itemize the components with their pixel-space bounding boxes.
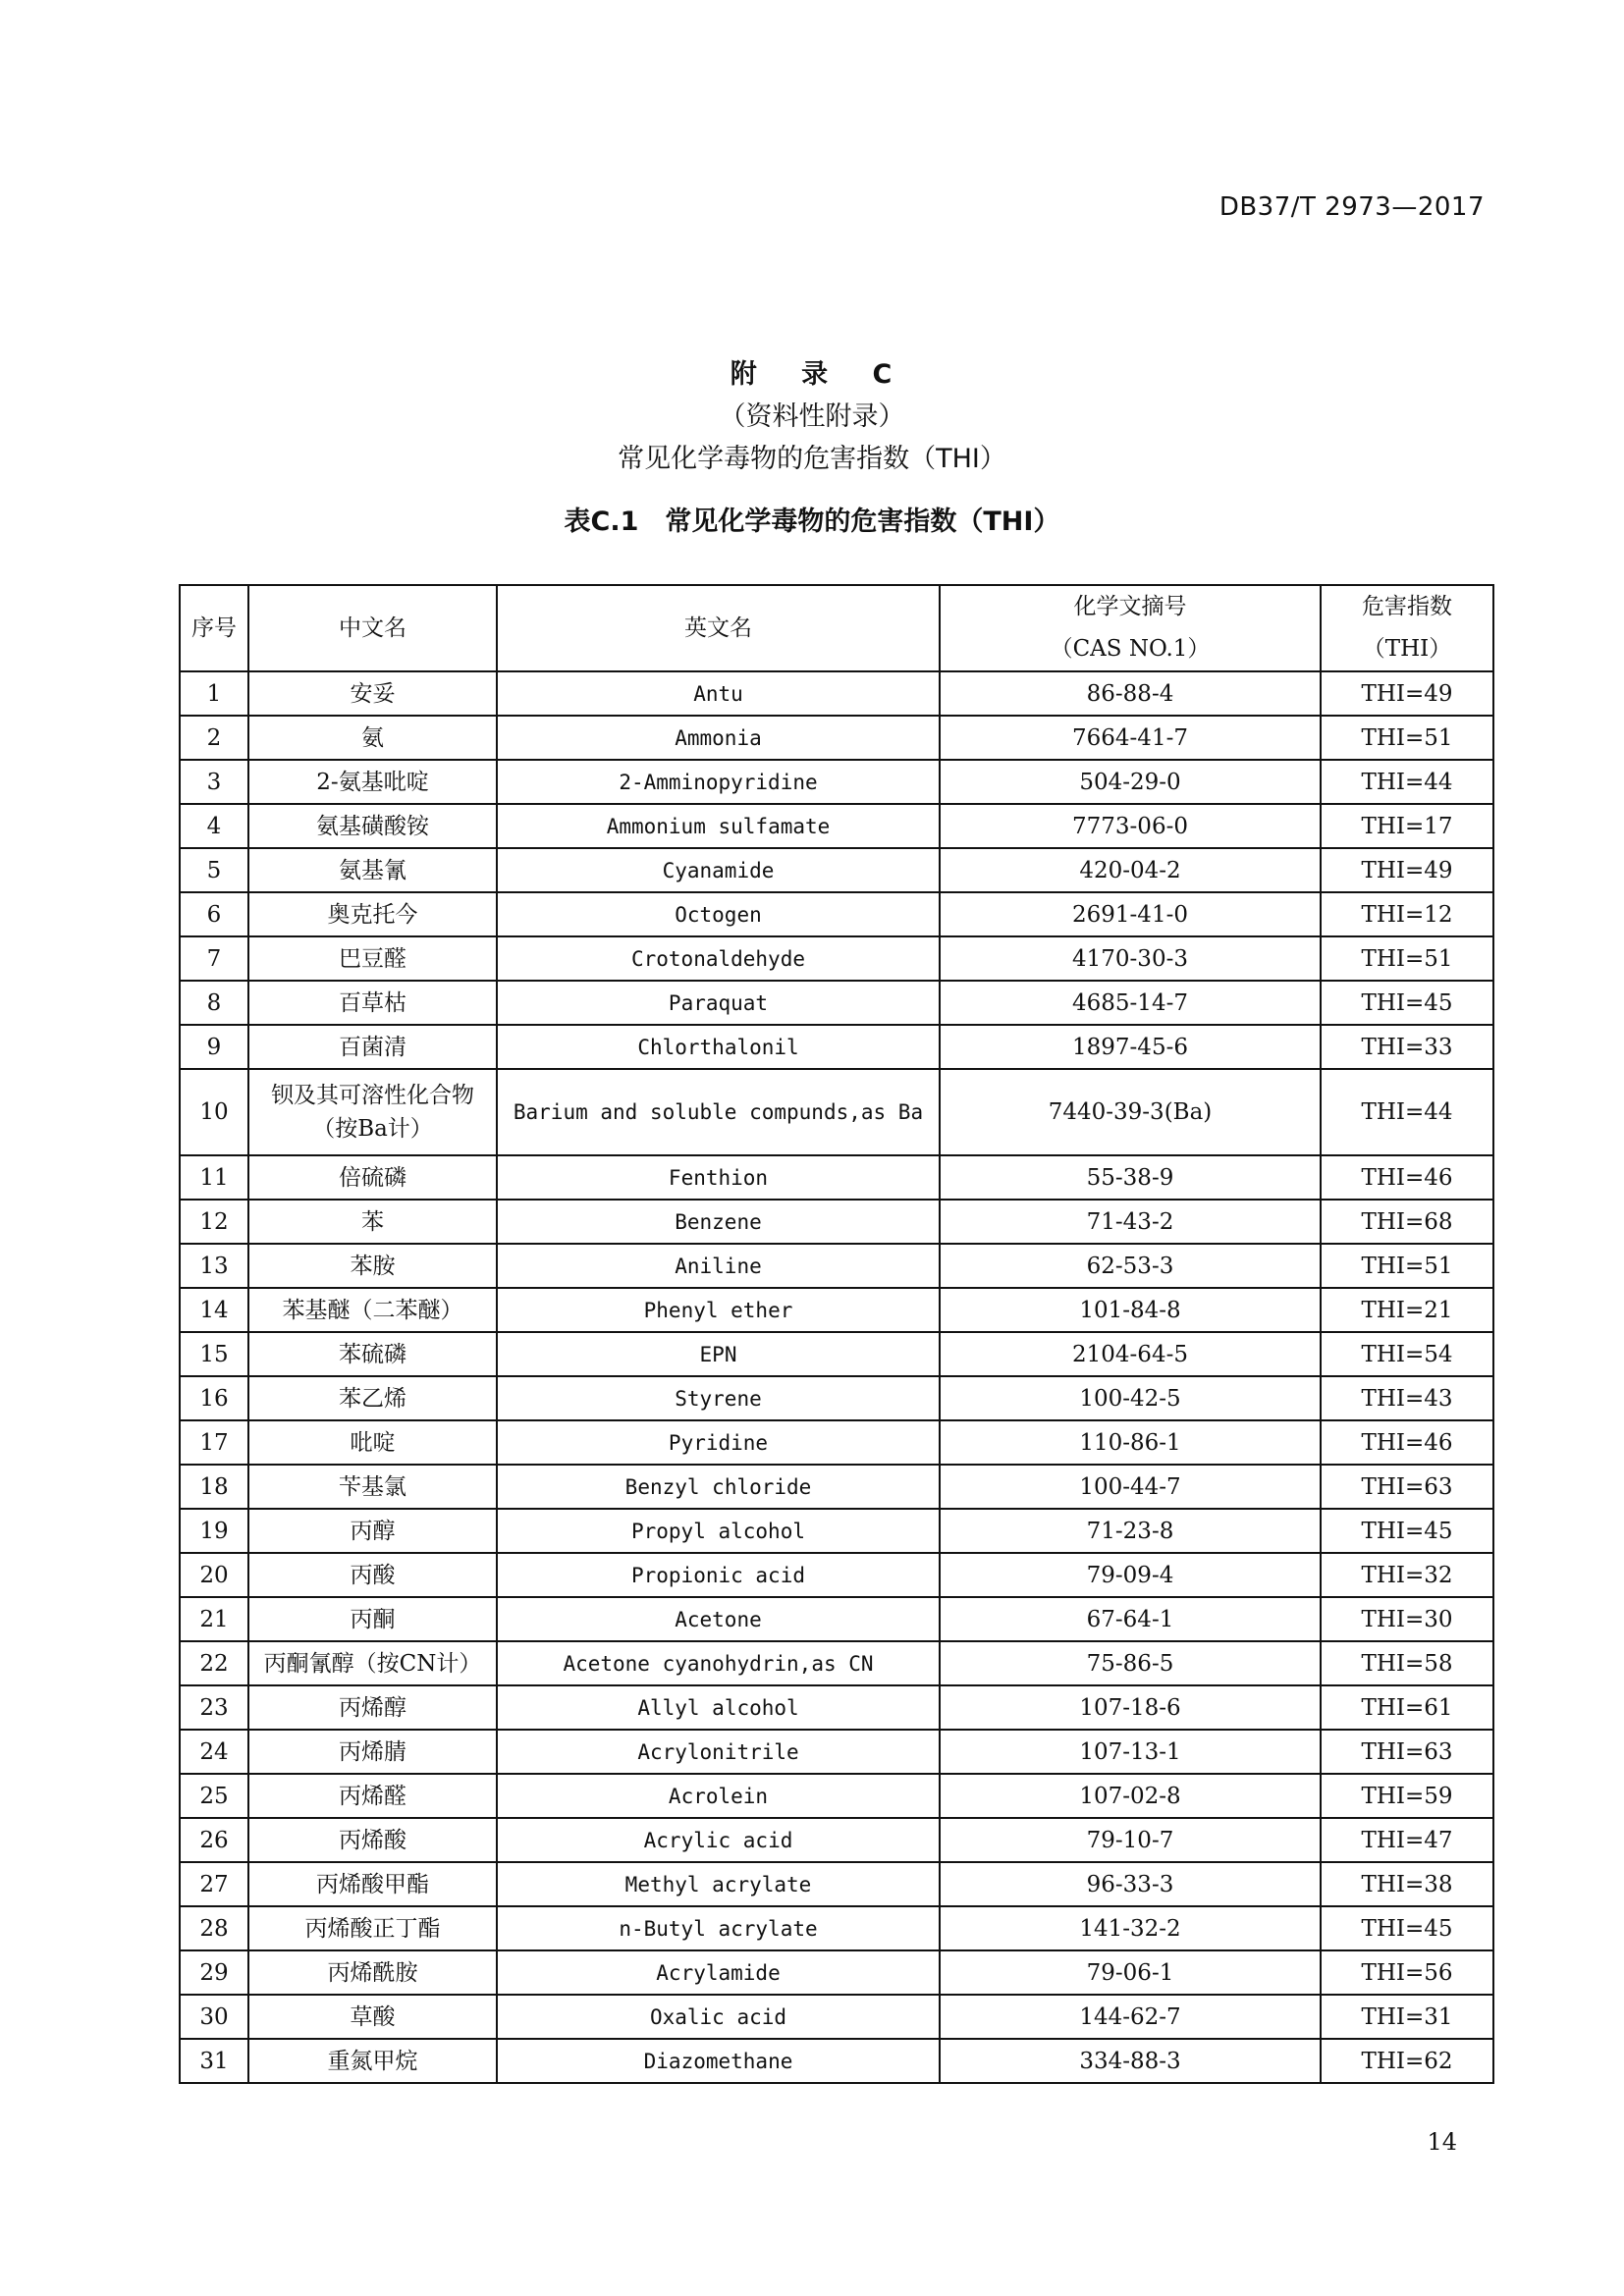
table-row	[180, 2039, 1493, 2083]
row-english-name: Aniline	[497, 1244, 940, 1288]
row-english-name: Methyl acrylate	[497, 1862, 940, 1906]
row-chinese-name: 2-氨基吡啶	[248, 760, 497, 804]
row-index: 19	[180, 1509, 248, 1553]
row-thi-value: THI=31	[1321, 1995, 1493, 2039]
row-cas-number: 144-62-7	[940, 1995, 1321, 2039]
table-row	[180, 1818, 1493, 1862]
row-thi-value: THI=43	[1321, 1376, 1493, 1420]
row-chinese-name: 丙醇	[248, 1509, 497, 1553]
row-index: 25	[180, 1774, 248, 1818]
row-cas-number: 101-84-8	[940, 1288, 1321, 1332]
row-english-name: Acrolein	[497, 1774, 940, 1818]
row-chinese-name: 苯	[248, 1200, 497, 1244]
table-row	[180, 1995, 1493, 2039]
row-index: 6	[180, 892, 248, 936]
table-row	[180, 848, 1493, 892]
row-english-name: Diazomethane	[497, 2039, 940, 2083]
table-row	[180, 1332, 1493, 1376]
table-row	[180, 1950, 1493, 1995]
row-chinese-name: 氨基磺酸铵	[248, 804, 497, 848]
table-row	[180, 716, 1493, 760]
header-thi	[1321, 585, 1493, 671]
row-cas-number: 62-53-3	[940, 1244, 1321, 1288]
row-index: 29	[180, 1950, 248, 1995]
appendix-subtitle: （资料性附录）	[719, 401, 905, 432]
row-english-name: Allyl alcohol	[497, 1685, 940, 1730]
header-cas-number	[940, 585, 1321, 671]
header-chinese-name: 中文名	[248, 585, 497, 671]
row-chinese-name: 巴豆醛	[248, 936, 497, 981]
row-english-name: Pyridine	[497, 1420, 940, 1465]
row-cas-number: 71-43-2	[940, 1200, 1321, 1244]
row-english-name: Antu	[497, 671, 940, 716]
row-thi-value: THI=45	[1321, 1509, 1493, 1553]
row-thi-value: THI=45	[1321, 1906, 1493, 1950]
header-thi-sub: （THI）	[1362, 636, 1452, 662]
table-row	[180, 760, 1493, 804]
row-index: 3	[180, 760, 248, 804]
row-thi-value: THI=46	[1321, 1420, 1493, 1465]
page-number: 14	[1427, 2128, 1457, 2156]
row-cas-number: 4170-30-3	[940, 936, 1321, 981]
row-chinese-name: 丙酸	[248, 1553, 497, 1597]
row-english-name: Chlorthalonil	[497, 1025, 940, 1069]
table-row	[180, 892, 1493, 936]
row-chinese-name: 苯乙烯	[248, 1376, 497, 1420]
row-english-name: Ammonia	[497, 716, 940, 760]
row-thi-value: THI=62	[1321, 2039, 1493, 2083]
row-cas-number: 110-86-1	[940, 1420, 1321, 1465]
table-row	[180, 1730, 1493, 1774]
row-english-name: Crotonaldehyde	[497, 936, 940, 981]
row-english-name: Phenyl ether	[497, 1288, 940, 1332]
row-cas-number: 420-04-2	[940, 848, 1321, 892]
table-row	[180, 1244, 1493, 1288]
row-thi-value: THI=46	[1321, 1155, 1493, 1200]
row-thi-value: THI=51	[1321, 936, 1493, 981]
row-cas-number: 334-88-3	[940, 2039, 1321, 2083]
row-thi-value: THI=61	[1321, 1685, 1493, 1730]
row-index: 28	[180, 1906, 248, 1950]
row-thi-value: THI=54	[1321, 1332, 1493, 1376]
row-english-name: Octogen	[497, 892, 940, 936]
row-cas-number: 2691-41-0	[940, 892, 1321, 936]
row-index: 20	[180, 1553, 248, 1597]
row-chinese-name: 倍硫磷	[248, 1155, 497, 1200]
row-chinese-name: 苯硫磷	[248, 1332, 497, 1376]
row-thi-value: THI=12	[1321, 892, 1493, 936]
row-cas-number: 107-13-1	[940, 1730, 1321, 1774]
row-thi-value: THI=44	[1321, 1069, 1493, 1155]
row-chinese-name: 重氮甲烷	[248, 2039, 497, 2083]
row-cas-number: 71-23-8	[940, 1509, 1321, 1553]
row-chinese-name: 丙烯醛	[248, 1774, 497, 1818]
header-cas-sub: （CAS NO.1）	[1050, 636, 1211, 662]
row-thi-value: THI=33	[1321, 1025, 1493, 1069]
row-english-name: Acrylamide	[497, 1950, 940, 1995]
row-cas-number: 2104-64-5	[940, 1332, 1321, 1376]
row-cas-number: 7773-06-0	[940, 804, 1321, 848]
row-chinese-name: 丙烯酸正丁酯	[248, 1906, 497, 1950]
row-chinese-name: 奥克托今	[248, 892, 497, 936]
row-english-name: Acetone	[497, 1597, 940, 1641]
row-cas-number: 7664-41-7	[940, 716, 1321, 760]
row-index: 7	[180, 936, 248, 981]
row-cas-number: 86-88-4	[940, 671, 1321, 716]
table-row	[180, 1641, 1493, 1685]
row-index: 30	[180, 1995, 248, 2039]
row-index: 23	[180, 1685, 248, 1730]
row-cas-number: 96-33-3	[940, 1862, 1321, 1906]
row-cas-number: 100-44-7	[940, 1465, 1321, 1509]
header-english-name: 英文名	[497, 585, 940, 671]
thi-table	[179, 584, 1494, 2084]
row-chinese-name: 百菌清	[248, 1025, 497, 1069]
row-thi-value: THI=45	[1321, 981, 1493, 1025]
row-english-name: Acetone cyanohydrin,as CN	[497, 1641, 940, 1685]
row-english-name: 2-Amminopyridine	[497, 760, 940, 804]
row-english-name: Benzene	[497, 1200, 940, 1244]
row-cas-number: 79-06-1	[940, 1950, 1321, 1995]
table-header-row	[180, 585, 1493, 671]
row-english-name: n-Butyl acrylate	[497, 1906, 940, 1950]
row-index: 4	[180, 804, 248, 848]
appendix-title: 附 录 C	[730, 359, 910, 390]
row-chinese-name: 丙烯醇	[248, 1685, 497, 1730]
table-row	[180, 981, 1493, 1025]
row-thi-value: THI=59	[1321, 1774, 1493, 1818]
row-english-name: Propyl alcohol	[497, 1509, 940, 1553]
row-index: 16	[180, 1376, 248, 1420]
table-row	[180, 1862, 1493, 1906]
row-chinese-name: 苄基氯	[248, 1465, 497, 1509]
header-thi-title: 危害指数	[1362, 594, 1452, 619]
table-row	[180, 804, 1493, 848]
row-english-name: Paraquat	[497, 981, 940, 1025]
row-thi-value: THI=30	[1321, 1597, 1493, 1641]
row-index: 12	[180, 1200, 248, 1244]
row-index: 2	[180, 716, 248, 760]
table-row	[180, 1288, 1493, 1332]
row-cas-number: 79-09-4	[940, 1553, 1321, 1597]
row-chinese-name: 丙酮氰醇（按CN计）	[248, 1641, 497, 1685]
row-index: 8	[180, 981, 248, 1025]
header-index: 序号	[180, 585, 248, 671]
table-row	[180, 671, 1493, 716]
row-cas-number: 1897-45-6	[940, 1025, 1321, 1069]
row-index: 26	[180, 1818, 248, 1862]
row-english-name: Oxalic acid	[497, 1995, 940, 2039]
row-index: 9	[180, 1025, 248, 1069]
row-index: 17	[180, 1420, 248, 1465]
table-row	[180, 1774, 1493, 1818]
row-english-name: Barium and soluble compunds,as Ba	[497, 1069, 940, 1155]
row-thi-value: THI=32	[1321, 1553, 1493, 1597]
row-english-name: Ammonium sulfamate	[497, 804, 940, 848]
row-thi-value: THI=51	[1321, 1244, 1493, 1288]
row-thi-value: THI=21	[1321, 1288, 1493, 1332]
table-row	[180, 1509, 1493, 1553]
table-row	[180, 1200, 1493, 1244]
row-cas-number: 79-10-7	[940, 1818, 1321, 1862]
table-caption: 表C.1 常见化学毒物的危害指数（THI）	[564, 507, 1060, 537]
row-chinese-name: 草酸	[248, 1995, 497, 2039]
row-cas-number: 107-18-6	[940, 1685, 1321, 1730]
row-chinese-name-line1: 钡及其可溶性化合物	[271, 1083, 474, 1108]
table-row	[180, 1420, 1493, 1465]
table-row	[180, 1025, 1493, 1069]
row-index: 21	[180, 1597, 248, 1641]
table-row	[180, 1597, 1493, 1641]
row-english-name: Benzyl chloride	[497, 1465, 940, 1509]
row-cas-number: 100-42-5	[940, 1376, 1321, 1420]
row-index: 22	[180, 1641, 248, 1685]
row-english-name: Acrylonitrile	[497, 1730, 940, 1774]
row-thi-value: THI=51	[1321, 716, 1493, 760]
row-chinese-name: 氨	[248, 716, 497, 760]
table-row	[180, 1465, 1493, 1509]
row-thi-value: THI=56	[1321, 1950, 1493, 1995]
table-row	[180, 1376, 1493, 1420]
row-english-name: EPN	[497, 1332, 940, 1376]
row-chinese-name: 苯胺	[248, 1244, 497, 1288]
row-chinese-name	[248, 1069, 497, 1155]
row-index: 18	[180, 1465, 248, 1509]
table-row	[180, 1069, 1493, 1155]
row-index: 24	[180, 1730, 248, 1774]
row-thi-value: THI=49	[1321, 671, 1493, 716]
row-cas-number: 107-02-8	[940, 1774, 1321, 1818]
row-index: 14	[180, 1288, 248, 1332]
table-row	[180, 1155, 1493, 1200]
row-cas-number: 7440-39-3(Ba)	[940, 1069, 1321, 1155]
row-chinese-name: 丙烯酸	[248, 1818, 497, 1862]
row-thi-value: THI=68	[1321, 1200, 1493, 1244]
appendix-heading: 常见化学毒物的危害指数（THI）	[618, 444, 1006, 474]
row-thi-value: THI=44	[1321, 760, 1493, 804]
table-row	[180, 936, 1493, 981]
row-thi-value: THI=47	[1321, 1818, 1493, 1862]
row-chinese-name: 苯基醚（二苯醚）	[248, 1288, 497, 1332]
row-index: 11	[180, 1155, 248, 1200]
row-index: 1	[180, 671, 248, 716]
row-index: 15	[180, 1332, 248, 1376]
standard-number: DB37/T 2973—2017	[1218, 192, 1485, 222]
row-cas-number: 141-32-2	[940, 1906, 1321, 1950]
row-index: 10	[180, 1069, 248, 1155]
row-cas-number: 4685-14-7	[940, 981, 1321, 1025]
appendix-headings	[0, 353, 1624, 543]
row-thi-value: THI=63	[1321, 1465, 1493, 1509]
row-thi-value: THI=58	[1321, 1641, 1493, 1685]
table-row	[180, 1906, 1493, 1950]
header-cas-title: 化学文摘号	[1073, 594, 1187, 619]
row-english-name: Fenthion	[497, 1155, 940, 1200]
row-chinese-name: 安妥	[248, 671, 497, 716]
row-cas-number: 67-64-1	[940, 1597, 1321, 1641]
row-cas-number: 504-29-0	[940, 760, 1321, 804]
row-index: 13	[180, 1244, 248, 1288]
row-english-name: Propionic acid	[497, 1553, 940, 1597]
row-english-name: Cyanamide	[497, 848, 940, 892]
table-body	[180, 671, 1493, 2083]
row-index: 27	[180, 1862, 248, 1906]
table-row	[180, 1685, 1493, 1730]
row-cas-number: 55-38-9	[940, 1155, 1321, 1200]
row-thi-value: THI=63	[1321, 1730, 1493, 1774]
row-thi-value: THI=38	[1321, 1862, 1493, 1906]
row-chinese-name: 丙酮	[248, 1597, 497, 1641]
row-cas-number: 75-86-5	[940, 1641, 1321, 1685]
row-chinese-name: 丙烯腈	[248, 1730, 497, 1774]
row-index: 31	[180, 2039, 248, 2083]
row-chinese-name: 百草枯	[248, 981, 497, 1025]
row-thi-value: THI=49	[1321, 848, 1493, 892]
row-chinese-name: 丙烯酸甲酯	[248, 1862, 497, 1906]
row-english-name: Styrene	[497, 1376, 940, 1420]
row-chinese-name-line2: （按Ba计）	[312, 1116, 433, 1142]
row-chinese-name: 丙烯酰胺	[248, 1950, 497, 1995]
row-english-name: Acrylic acid	[497, 1818, 940, 1862]
row-index: 5	[180, 848, 248, 892]
row-thi-value: THI=17	[1321, 804, 1493, 848]
row-chinese-name: 吡啶	[248, 1420, 497, 1465]
table-row	[180, 1553, 1493, 1597]
row-chinese-name: 氨基氰	[248, 848, 497, 892]
